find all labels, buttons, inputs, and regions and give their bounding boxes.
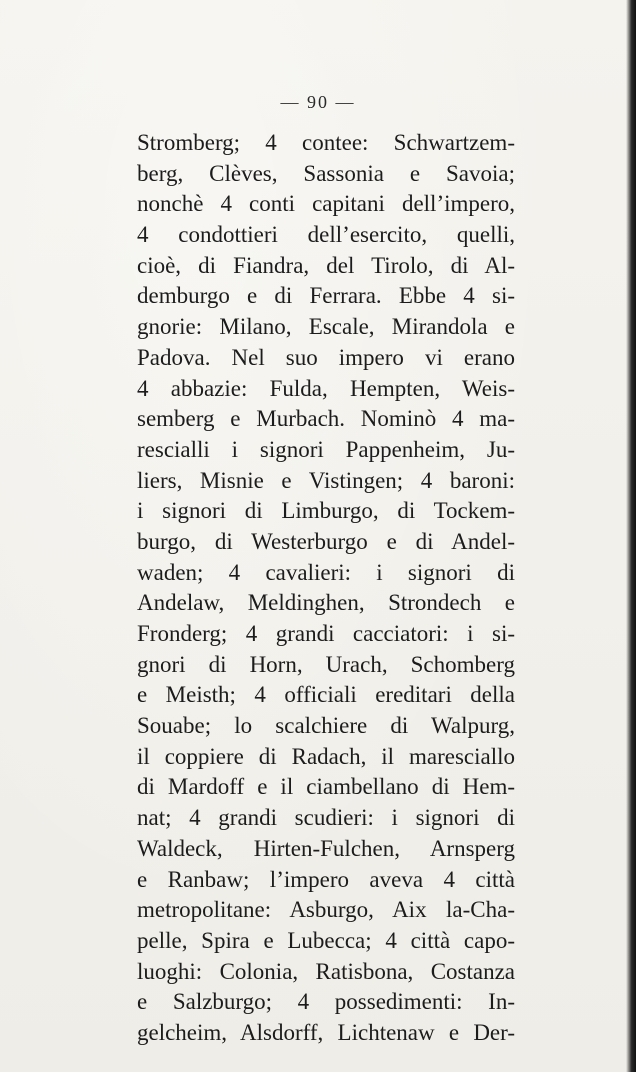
text-line: Padova. Nel suo impero vi erano <box>137 344 515 370</box>
text-line: gnorie: Milano, Escale, Mirandola e <box>137 314 515 340</box>
text-line: gelcheim, Alsdorff, Lichtenaw e Der- <box>137 1019 515 1045</box>
text-line: e Meisth; 4 officiali ereditari della <box>137 682 515 708</box>
text-line: 4 condottieri dell’esercito, quelli, <box>137 222 515 248</box>
text-line: luoghi: Colonia, Ratisbona, Costanza <box>137 958 515 984</box>
text-line: liers, Misnie e Vistingen; 4 baroni: <box>137 467 515 493</box>
text-line: Stromberg; 4 contee: Schwartzem- <box>137 130 515 155</box>
text-line: nat; 4 grandi scudieri: i signori di <box>137 805 515 831</box>
page-edge-shadow <box>626 0 636 1072</box>
text-line: demburgo e di Ferrara. Ebbe 4 si- <box>137 283 515 309</box>
text-line: 4 abbazie: Fulda, Hempten, Weis- <box>137 375 515 401</box>
text-line: nonchè 4 conti capitani dell’impero, <box>137 191 515 217</box>
text-line: metropolitane: Asburgo, Aix la-Cha- <box>137 897 515 923</box>
text-line: gnori di Horn, Urach, Schomberg <box>137 651 515 677</box>
text-line: pelle, Spira e Lubecca; 4 città capo- <box>137 927 515 953</box>
text-line: Waldeck, Hirten-Fulchen, Arnsperg <box>137 835 515 861</box>
text-line: e Salzburgo; 4 possedimenti: In- <box>137 989 515 1015</box>
text-line: cioè, di Fiandra, del Tirolo, di Al- <box>137 252 515 278</box>
body-text <box>137 128 515 1049</box>
text-line: il coppiere di Radach, il maresciallo <box>137 743 515 769</box>
text-line: Andelaw, Meldinghen, Strondech e <box>137 590 515 616</box>
text-line: Fronderg; 4 grandi cacciatori: i si- <box>137 621 515 646</box>
text-line: burgo, di Westerburgo e di Andel- <box>137 528 515 554</box>
text-line: waden; 4 cavalieri: i signori di <box>137 559 515 585</box>
text-line: i signori di Limburgo, di Tockem- <box>137 498 515 524</box>
page-number: — 90 — <box>280 92 356 112</box>
text-line: di Mardoff e il ciambellano di Hem- <box>137 774 515 800</box>
text-line: berg, Clèves, Sassonia e Savoia; <box>137 160 515 186</box>
text-line: rescialli i signori Pappenheim, Ju- <box>137 436 515 462</box>
text-line: semberg e Murbach. Nominò 4 ma- <box>137 406 515 432</box>
text-line: Souabe; lo scalchiere di Walpurg, <box>137 713 515 739</box>
text-line: e Ranbaw; l’impero aveva 4 città <box>137 866 515 892</box>
